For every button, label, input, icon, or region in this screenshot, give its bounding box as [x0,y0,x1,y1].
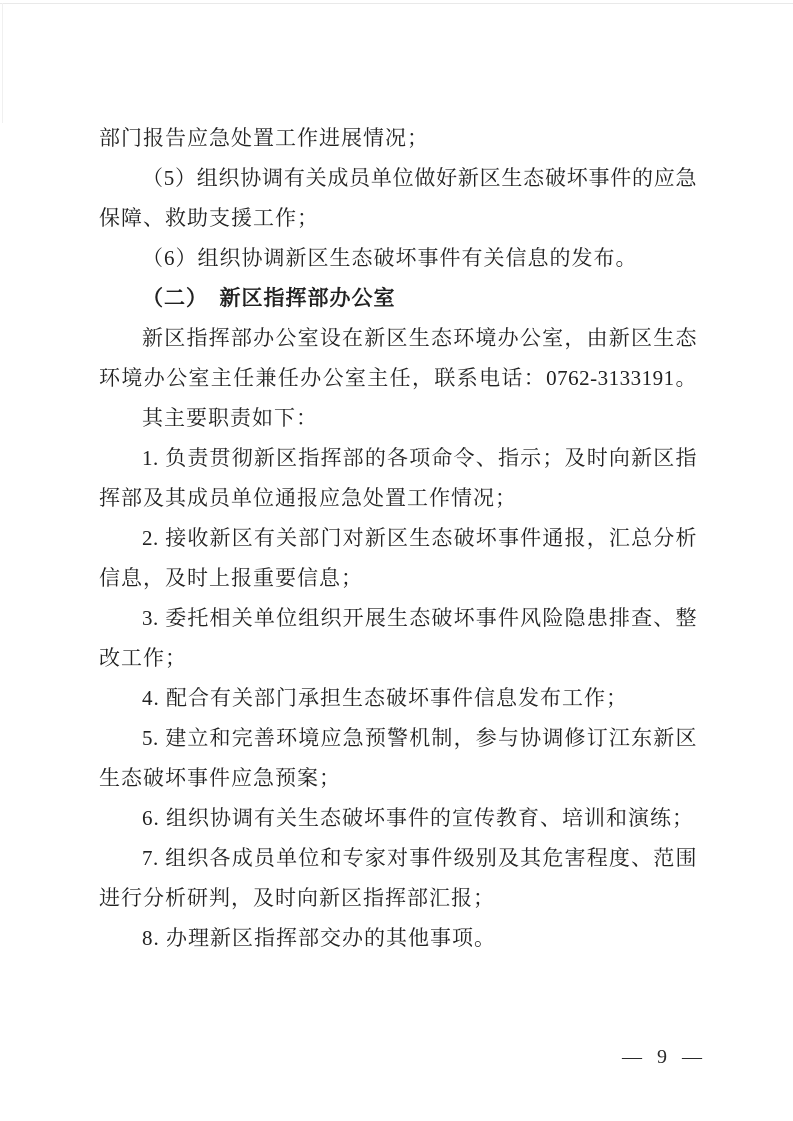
document-line: 4. 配合有关部门承担生态破坏事件信息发布工作； [142,686,628,710]
document-line: （5）组织协调有关成员单位做好新区生态破坏事件的应急 [142,166,697,190]
document-line: 2. 接收新区有关部门对新区生态破坏事件通报，汇总分析 [142,526,697,550]
document-line: 5. 建立和完善环境应急预警机制，参与协调修订江东新区 [142,726,697,750]
document-body [99,118,697,958]
document-line: 部门报告应急处置工作进展情况； [99,126,429,150]
document-line: 新区指挥部办公室设在新区生态环境办公室，由新区生态 [142,326,697,350]
document-line: 6. 组织协调有关生态破坏事件的宣传教育、培训和演练； [142,806,694,830]
document-line: 环境办公室主任兼任办公室主任，联系电话：0762-3133191。 [99,366,697,390]
document-line: 1. 负责贯彻新区指挥部的各项命令、指示；及时向新区指 [142,446,697,470]
document-line: 3. 委托相关单位组织开展生态破坏事件风险隐患排查、整 [142,606,697,630]
section-heading: （二） 新区指挥部办公室 [142,286,396,310]
document-line: 进行分析研判，及时向新区指挥部汇报； [99,886,495,910]
document-line: 挥部及其成员单位通报应急处置工作情况； [99,486,517,510]
scan-edge-top [0,3,793,4]
document-line: 保障、救助支援工作； [99,206,319,230]
page-number: — 9 — [622,1046,703,1068]
document-line: 信息，及时上报重要信息； [99,566,363,590]
document-line: 7. 组织各成员单位和专家对事件级别及其危害程度、范围 [142,846,697,870]
scan-edge-left [2,3,3,123]
document-line: 8. 办理新区指挥部交办的其他事项。 [142,926,496,950]
document-line: 其主要职责如下： [142,406,318,430]
document-line: （6）组织协调新区生态破坏事件有关信息的发布。 [142,246,638,270]
document-line: 生态破坏事件应急预案； [99,766,341,790]
document-line: 改工作； [99,646,187,670]
